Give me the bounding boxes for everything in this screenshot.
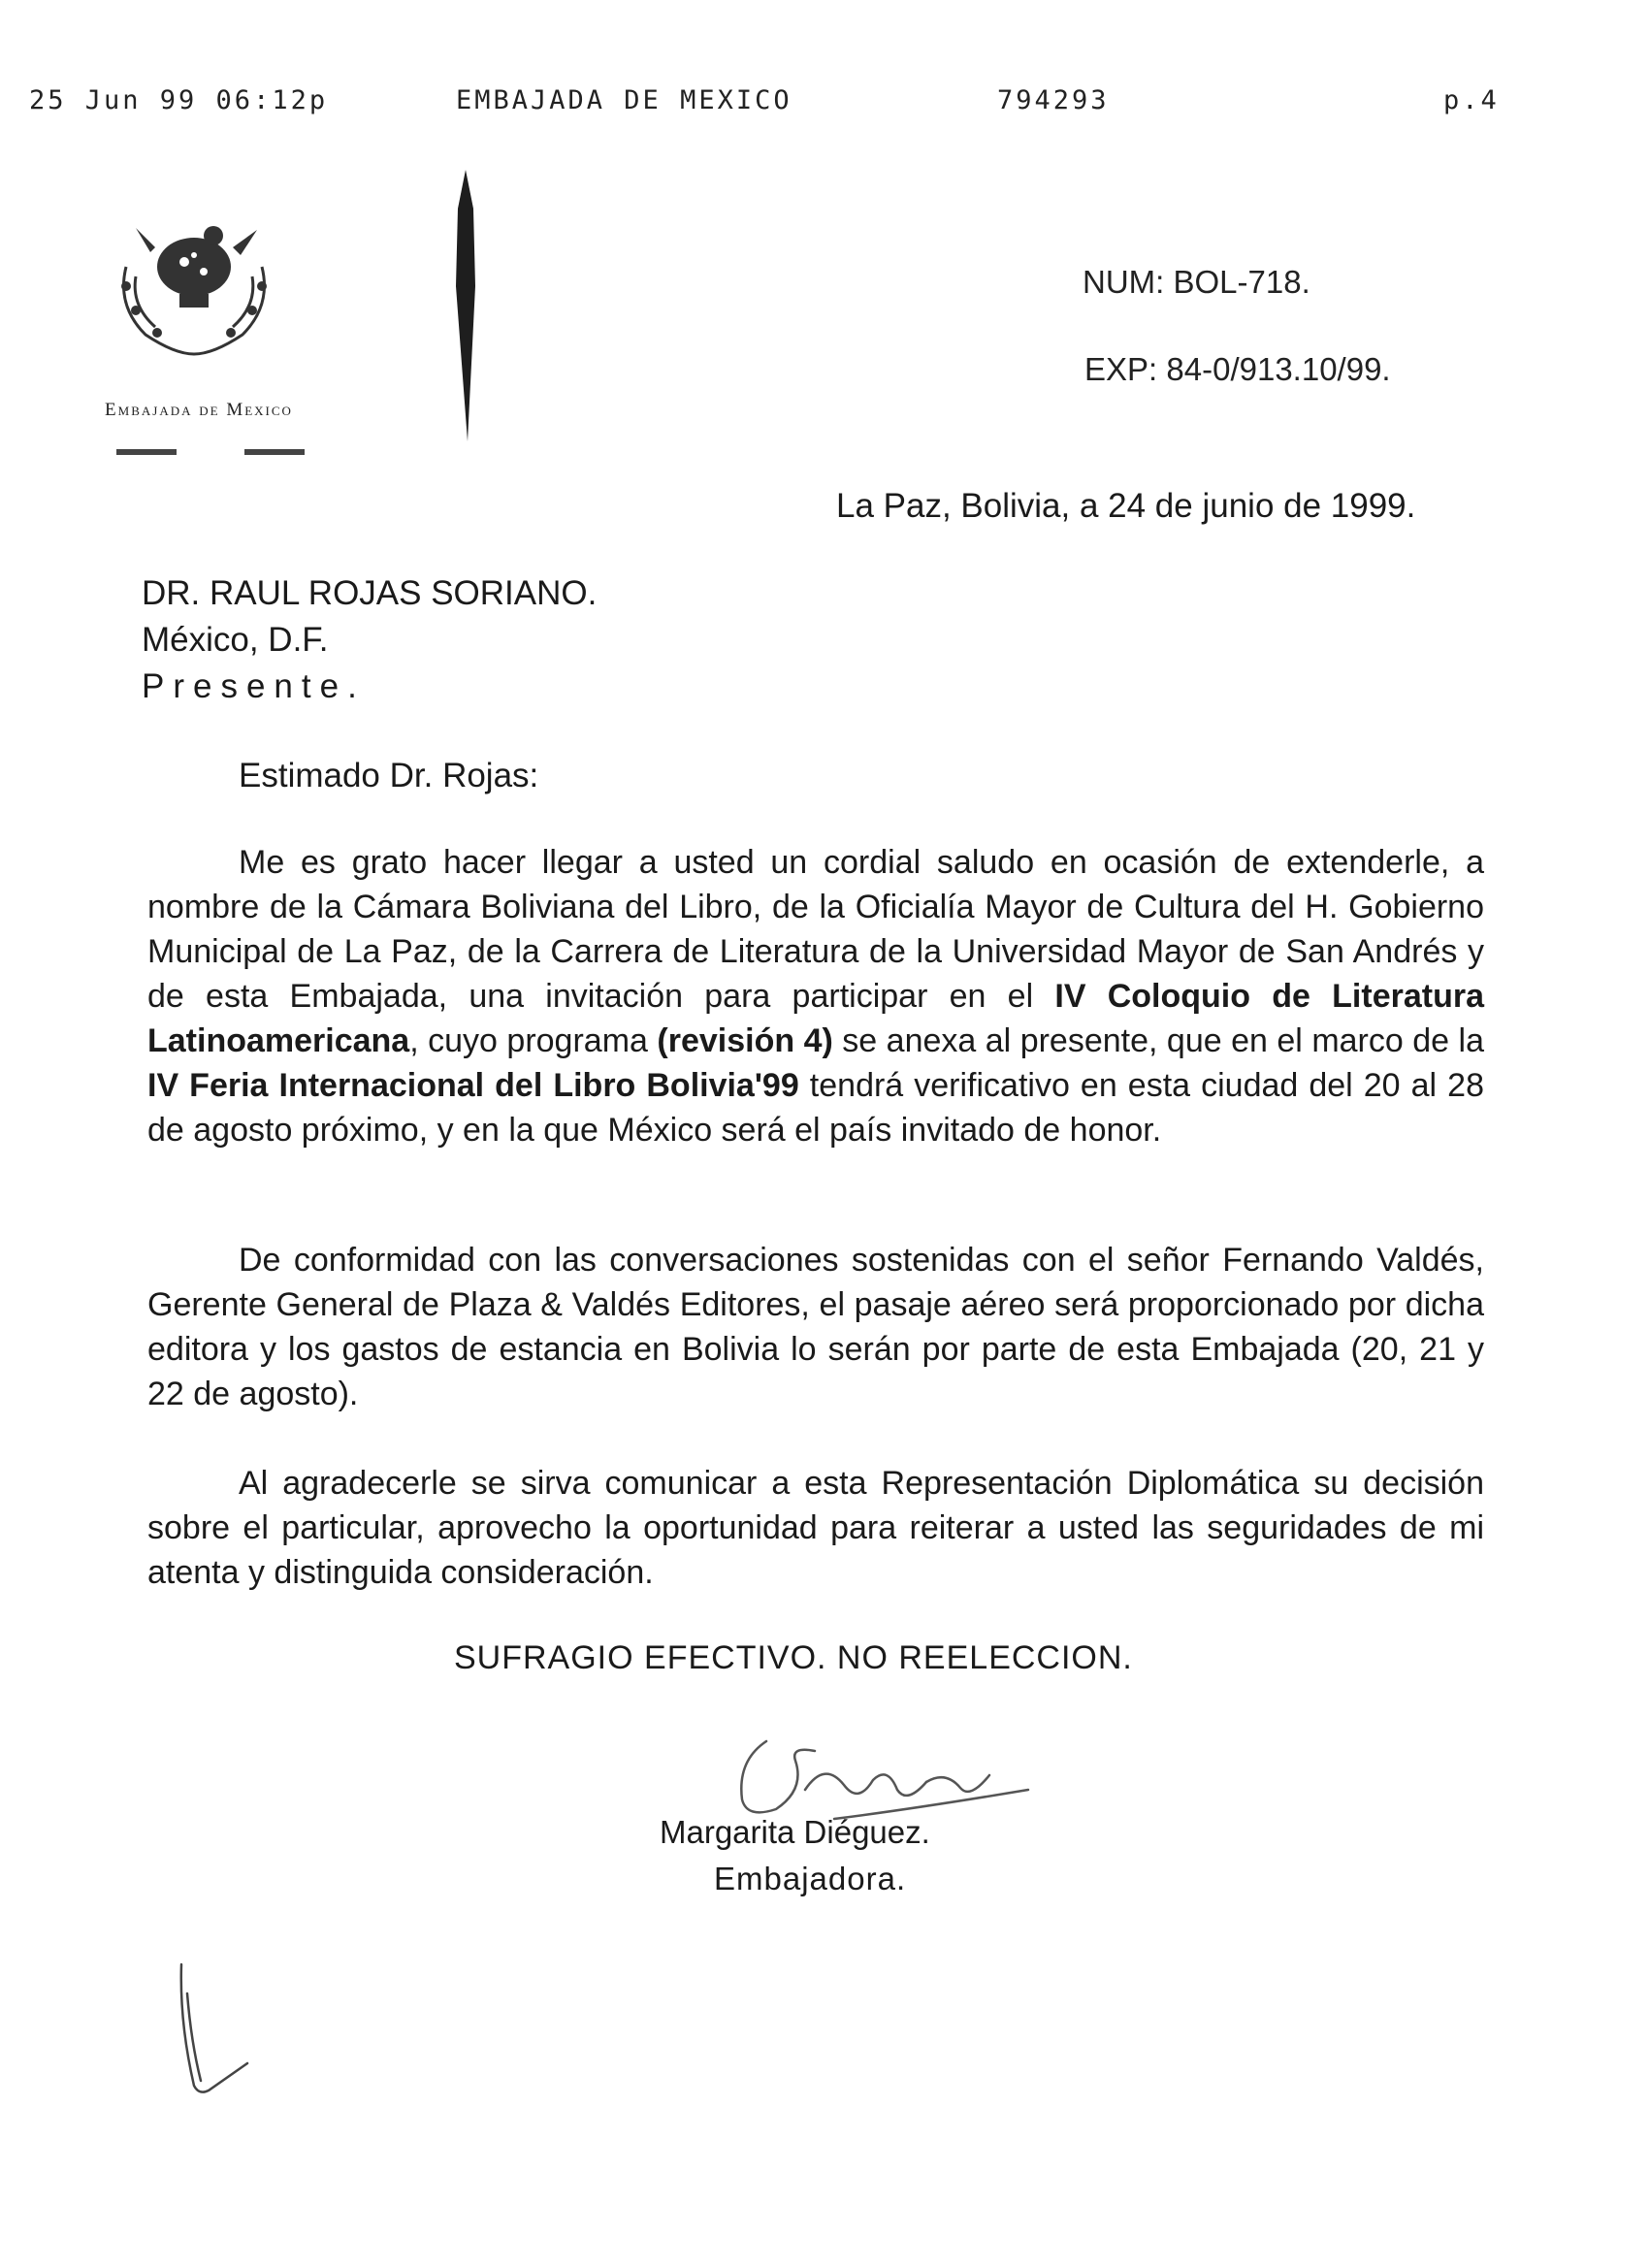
num-value: BOL-718. xyxy=(1173,264,1310,300)
exp-label: EXP xyxy=(1084,351,1149,387)
fax-header xyxy=(29,85,1620,124)
fax-sender: EMBAJADA DE MEXICO xyxy=(456,85,792,115)
body-text: , cuyo programa xyxy=(409,1022,658,1059)
body-paragraph-invitation xyxy=(147,840,1484,1152)
mexican-coat-of-arms-icon xyxy=(97,209,291,364)
body-paragraph-closing: Al agradecerle se sirva comunicar a esta Representación Diplomática su decisión sobre el particular, aprovecho la oportunidad para reiterar a usted las seguridades de mi atenta y distinguida consideración. xyxy=(147,1465,1484,1591)
num-label: NUM xyxy=(1083,264,1156,300)
fax-number: 794293 xyxy=(997,85,1110,115)
event-feria: IV Feria Internacional del Libro Bolivia'99 xyxy=(147,1067,799,1104)
date-line: La Paz, Bolivia, a 24 de junio de 1999. xyxy=(836,487,1416,525)
recipient-city: México, D.F. xyxy=(142,621,329,659)
recipient-presente: Presente. xyxy=(142,667,366,705)
body-text: se anexa al presente, que en el marco de la xyxy=(832,1022,1485,1059)
letterhead-divider xyxy=(116,449,177,455)
body-text: tendrá verificativo en esta ciudad del 20 al 28 de agosto próximo, y en la que México será el país invitado de honor. xyxy=(147,1067,1484,1149)
fax-smudge xyxy=(444,170,488,441)
fax-timestamp: 25 Jun 99 06:12p xyxy=(29,85,329,115)
fax-page-number: p.4 xyxy=(1443,85,1500,115)
body-text: Me es grato hacer llegar a usted un cordial saludo en ocasión de extenderle, a nombre de la Cámara Boliviana del Libro, de la Oficialía Mayor de Cultura del H. Gobierno Municipal de La Paz, de la Carrera de Literatura de la Universidad Mayor de San Andrés y de esta Embajada, una invitación para participar en el xyxy=(147,844,1484,1015)
recipient-name: DR. RAUL ROJAS SORIANO. xyxy=(142,574,598,612)
letterhead-divider xyxy=(244,449,305,455)
program-revision: (revisión 4) xyxy=(657,1022,833,1059)
signer-title: Embajadora. xyxy=(714,1861,907,1896)
letterhead-institution: Embajada de Mexico xyxy=(105,400,293,420)
exp-value: 84-0/913.10/99. xyxy=(1166,351,1391,387)
salutation: Estimado Dr. Rojas: xyxy=(239,757,539,794)
closing-motto: SUFRAGIO EFECTIVO. NO REELECCION. xyxy=(454,1639,1133,1676)
event-coloquio: IV Coloquio de Literatura Latinoamericana xyxy=(147,978,1484,1059)
body-paragraph-travel: De conformidad con las conversaciones sostenidas con el señor Fernando Valdés, Gerente General de Plaza & Valdés Editores, el pasaje aéreo será proporcionado por dicha editora y los gastos de estancia en Bolivia lo serán por parte de esta Embajada (20, 21 y 22 de agosto). xyxy=(147,1242,1484,1412)
handwritten-check-mark xyxy=(170,1955,276,2100)
num-line: NUM: BOL-718. xyxy=(1083,264,1310,300)
exp-line: EXP: 84-0/913.10/99. xyxy=(1084,351,1391,387)
signer-name: Margarita Diéguez. xyxy=(660,1814,930,1850)
